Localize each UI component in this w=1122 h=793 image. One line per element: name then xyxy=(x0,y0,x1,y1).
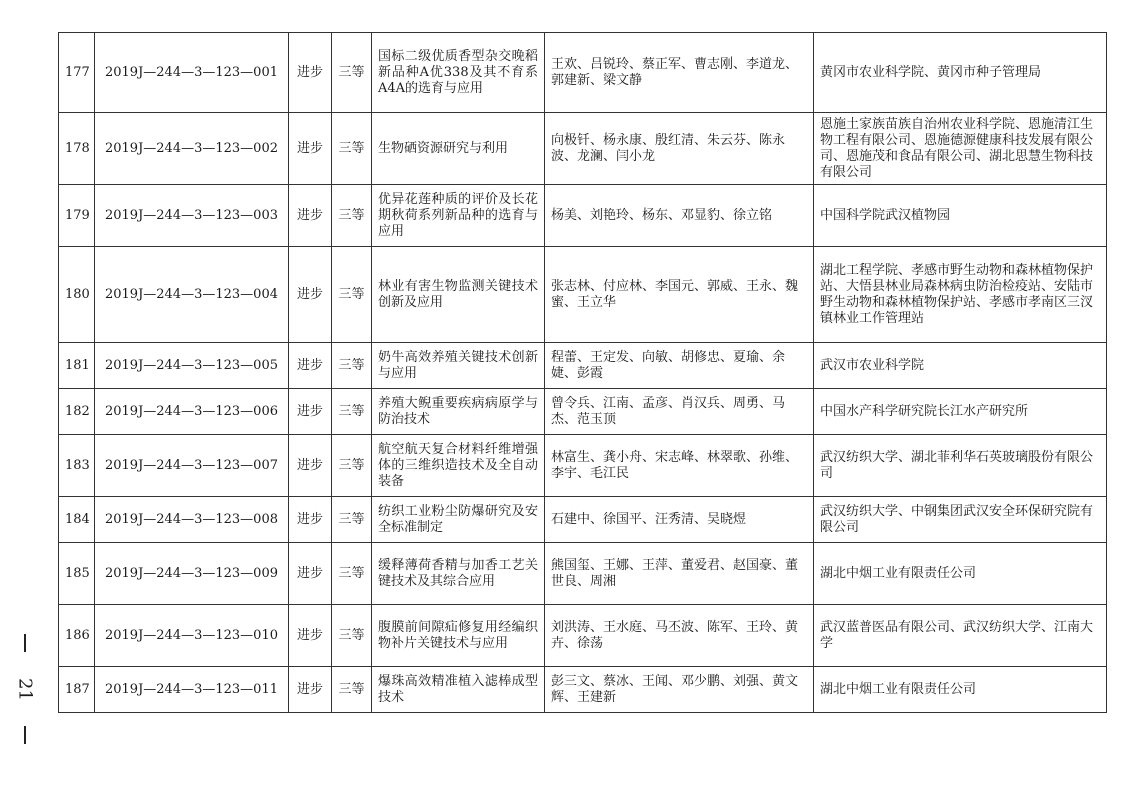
project-title: 养殖大鲵重要疾病病原学与防治技术 xyxy=(372,389,545,435)
table-row xyxy=(59,343,1107,389)
table-row xyxy=(59,543,1107,605)
award-grade: 三等 xyxy=(332,247,372,343)
completers: 杨美、刘艳玲、杨东、邓显豹、徐立铭 xyxy=(545,185,814,247)
award-code: 2019J—244—3—123—001 xyxy=(95,33,289,113)
award-type: 进步 xyxy=(289,247,332,343)
award-type: 进步 xyxy=(289,185,332,247)
row-number: 178 xyxy=(59,113,95,185)
award-type: 进步 xyxy=(289,497,332,543)
project-title: 奶牛高效养殖关键技术创新与应用 xyxy=(372,343,545,389)
completers: 王欢、吕锐玲、蔡正军、曹志刚、李道龙、郭建新、梁文静 xyxy=(545,33,814,113)
completers: 向极钎、杨永康、殷红清、朱云芬、陈永波、龙澜、闫小龙 xyxy=(545,113,814,185)
completers: 张志林、付应林、李国元、郭威、王永、魏蜜、王立华 xyxy=(545,247,814,343)
table-row xyxy=(59,33,1107,113)
organizations: 恩施土家族苗族自治州农业科学院、恩施清江生物工程有限公司、恩施德源健康科技发展有限公司、恩施茂和食品有限公司、湖北思慧生物科技有限公司 xyxy=(814,113,1107,185)
row-number: 184 xyxy=(59,497,95,543)
award-grade: 三等 xyxy=(332,113,372,185)
organizations: 黄冈市农业科学院、黄冈市种子管理局 xyxy=(814,33,1107,113)
award-table xyxy=(58,32,1107,713)
row-number: 186 xyxy=(59,605,95,667)
organizations: 武汉市农业科学院 xyxy=(814,343,1107,389)
award-type: 进步 xyxy=(289,389,332,435)
award-grade: 三等 xyxy=(332,343,372,389)
award-grade: 三等 xyxy=(332,667,372,713)
award-code: 2019J—244—3—123—002 xyxy=(95,113,289,185)
organizations: 武汉纺织大学、中钢集团武汉安全环保研究院有限公司 xyxy=(814,497,1107,543)
award-type: 进步 xyxy=(289,113,332,185)
completers: 刘洪涛、王水庭、马丕波、陈军、王玲、黄卉、徐荡 xyxy=(545,605,814,667)
table-row xyxy=(59,667,1107,713)
award-type: 进步 xyxy=(289,543,332,605)
row-number: 187 xyxy=(59,667,95,713)
project-title: 生物硒资源研究与利用 xyxy=(372,113,545,185)
award-grade: 三等 xyxy=(332,33,372,113)
table-row xyxy=(59,497,1107,543)
table-row xyxy=(59,389,1107,435)
project-title: 缓释薄荷香精与加香工艺关键技术及其综合应用 xyxy=(372,543,545,605)
organizations: 湖北工程学院、孝感市野生动物和森林植物保护站、大悟县林业局森林病虫防治检疫站、安陆市野生动物和森林植物保护站、孝感市孝南区三汊镇林业工作管理站 xyxy=(814,247,1107,343)
project-title: 纺织工业粉尘防爆研究及安全标准制定 xyxy=(372,497,545,543)
organizations: 中国水产科学研究院长江水产研究所 xyxy=(814,389,1107,435)
row-number: 177 xyxy=(59,33,95,113)
award-code: 2019J—244—3—123—003 xyxy=(95,185,289,247)
award-code: 2019J—244—3—123—008 xyxy=(95,497,289,543)
award-code: 2019J—244—3—123—011 xyxy=(95,667,289,713)
project-title: 优异花莲种质的评价及长花期秋荷系列新品种的选育与应用 xyxy=(372,185,545,247)
completers: 林富生、龚小舟、宋志峰、林翠歌、孙维、李宇、毛江民 xyxy=(545,435,814,497)
organizations: 武汉纺织大学、湖北菲利华石英玻璃股份有限公司 xyxy=(814,435,1107,497)
row-number: 183 xyxy=(59,435,95,497)
project-title: 腹膜前间隙疝修复用经编织物补片关键技术与应用 xyxy=(372,605,545,667)
award-code: 2019J—244—3—123—004 xyxy=(95,247,289,343)
award-grade: 三等 xyxy=(332,605,372,667)
table-row xyxy=(59,113,1107,185)
row-number: 180 xyxy=(59,247,95,343)
project-title: 爆珠高效精准植入滤棒成型技术 xyxy=(372,667,545,713)
completers: 曾令兵、江南、孟彦、肖汉兵、周勇、马杰、范玉顶 xyxy=(545,389,814,435)
project-title: 国标二级优质香型杂交晚稻新品种A优338及其不育系A4A的选育与应用 xyxy=(372,33,545,113)
project-title: 航空航天复合材料纤维增强体的三维织造技术及全自动装备 xyxy=(372,435,545,497)
award-code: 2019J—244—3—123—010 xyxy=(95,605,289,667)
completers: 熊国玺、王娜、王萍、董爱君、赵国豪、董世良、周湘 xyxy=(545,543,814,605)
award-grade: 三等 xyxy=(332,543,372,605)
row-number: 185 xyxy=(59,543,95,605)
page-number-dash-bottom xyxy=(24,726,26,744)
award-code: 2019J—244—3—123—006 xyxy=(95,389,289,435)
award-code: 2019J—244—3—123—007 xyxy=(95,435,289,497)
organizations: 湖北中烟工业有限责任公司 xyxy=(814,543,1107,605)
completers: 程蕾、王定发、向敏、胡修忠、夏瑜、余婕、彭霞 xyxy=(545,343,814,389)
award-grade: 三等 xyxy=(332,435,372,497)
page-number-text: 21 xyxy=(14,677,36,701)
page-number-dash-top xyxy=(24,634,26,652)
award-grade: 三等 xyxy=(332,185,372,247)
completers: 彭三文、蔡冰、王闻、邓少鹏、刘强、黄文辉、王建新 xyxy=(545,667,814,713)
row-number: 179 xyxy=(59,185,95,247)
award-type: 进步 xyxy=(289,605,332,667)
award-code: 2019J—244—3—123—009 xyxy=(95,543,289,605)
table-row xyxy=(59,185,1107,247)
row-number: 181 xyxy=(59,343,95,389)
organizations: 武汉蓝普医品有限公司、武汉纺织大学、江南大学 xyxy=(814,605,1107,667)
page-number xyxy=(12,634,38,744)
table-row xyxy=(59,247,1107,343)
table-body xyxy=(59,33,1107,713)
award-type: 进步 xyxy=(289,343,332,389)
award-type: 进步 xyxy=(289,667,332,713)
table-row xyxy=(59,605,1107,667)
organizations: 中国科学院武汉植物园 xyxy=(814,185,1107,247)
table-row xyxy=(59,435,1107,497)
award-grade: 三等 xyxy=(332,497,372,543)
award-type: 进步 xyxy=(289,435,332,497)
row-number: 182 xyxy=(59,389,95,435)
project-title: 林业有害生物监测关键技术创新及应用 xyxy=(372,247,545,343)
award-grade: 三等 xyxy=(332,389,372,435)
organizations: 湖北中烟工业有限责任公司 xyxy=(814,667,1107,713)
completers: 石建中、徐国平、汪秀清、吴晓煜 xyxy=(545,497,814,543)
award-type: 进步 xyxy=(289,33,332,113)
award-code: 2019J—244—3—123—005 xyxy=(95,343,289,389)
